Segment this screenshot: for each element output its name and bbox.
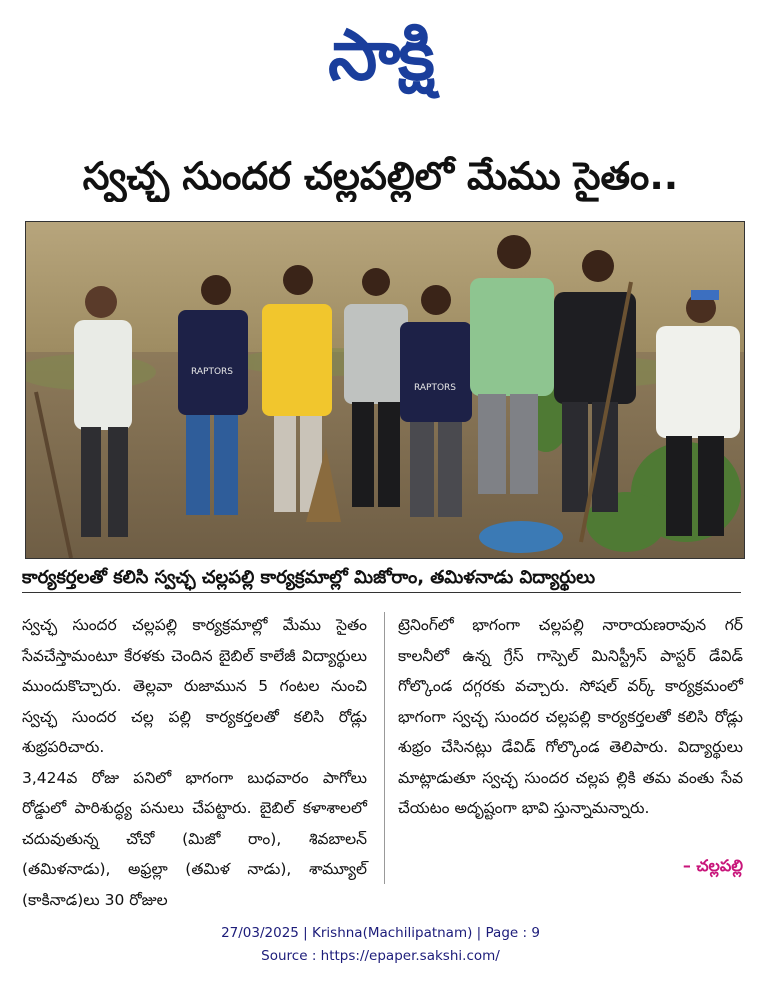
news-photo: [25, 221, 745, 559]
sakshi-logo: సాక్షి: [328, 14, 433, 96]
masthead: [0, 8, 761, 103]
footer-source: Source : https://epaper.sakshi.com/: [261, 948, 500, 964]
shirt-text-1: RAPTORS: [191, 367, 234, 377]
headline: స్వచ్ఛ సుందర చల్లపల్లిలో మేము సైతం..: [82, 154, 679, 198]
article-paragraph: 3,424వ రోజు పనిలో భాగంగా బుధవారం పాగోలు రోడ్డులో పారిశుద్ధ్య పనులు చేపట్టారు. బైబిల్ కళాశాలలో చదువుతున్న చోచో (మిజో రాం), శివబాలన్ (తమిళనాడు), అఫ్రల్లా (తమిళ నాడు), శామ్యూల్ (కాకినాడ)లు 30 రోజుల: [22, 768, 367, 909]
photo-caption: కార్యకర్తలతో కలిసి స్వచ్ఛ చల్లపల్లి కార్యక్రమాల్లో మిజోరాం, తమిళనాడు విద్యార్థులు: [22, 567, 596, 588]
footer-date-edition: 27/03/2025 | Krishna(Machilipatnam) | Page : 9: [221, 925, 540, 941]
article-column-2: [398, 610, 743, 824]
column-divider: [384, 612, 385, 884]
caption-rule-bottom: [22, 592, 741, 593]
article-paragraph: ట్రెనింగ్‌లో భాగంగా చల్లపల్లి నారాయణరావున గర్ కాలనీలో ఉన్న గ్రేస్ గాస్పెల్ మినిస్ట్రీస్ పాస్టర్ డేవిడ్ గోల్కొండ దగ్గరకు వచ్చారు. సోషల్ వర్క్ కార్యక్రమంలో భాగంగా స్వచ్ఛ సుందర చల్లపల్లి కార్యకర్తలతో కలిసి రోడ్లు శుభ్రం చేసినట్లు డేవిడ్ గోల్కొండ తెలిపారు. విద్యార్థులు మాట్లాడుతూ స్వచ్ఛ సుందర చల్లప ల్లికి తమ వంతు సేవ చేయటం అదృష్టంగా భావి స్తున్నామన్నారు.: [398, 616, 743, 817]
shirt-text-2: RAPTORS: [414, 383, 457, 393]
article-paragraph: స్వచ్ఛ సుందర చల్లపల్లి కార్యక్రమాల్లో మేము సైతం సేవచేస్తామంటూ కేరళకు చెందిన బైబిల్ కాలేజీ విద్యార్థులు ముందుకొచ్చారు. తెల్లవా రుజామున 5 గంటల నుంచి స్వచ్ఛ సుందర చల్ల పల్లి కార్యకర్తలతో కలిసి రోడ్లు శుభ్రపరిచారు.: [22, 616, 367, 756]
byline: – చల్లపల్లి: [682, 856, 743, 875]
article-column-1: [22, 610, 367, 915]
